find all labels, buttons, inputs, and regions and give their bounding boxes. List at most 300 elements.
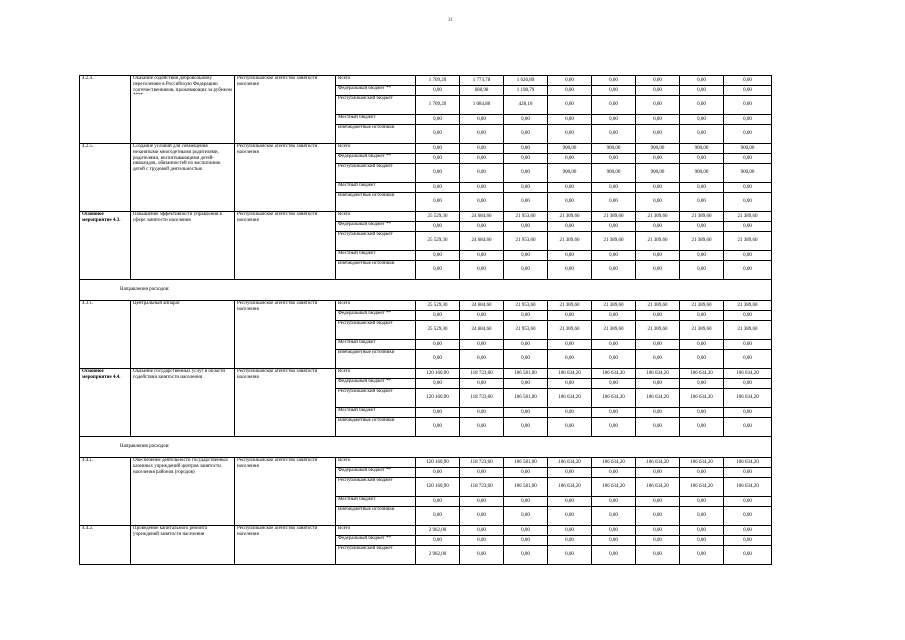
amount-cell: 0,00 <box>548 468 592 478</box>
amount-cell: 0,00 <box>724 507 772 526</box>
amount-cell: 0,00 <box>548 125 592 144</box>
amount-cell: 0,00 <box>460 546 504 565</box>
budget-table <box>79 75 772 565</box>
amount-cell: 106 581,00 <box>504 389 548 408</box>
amount-cell: 106 634,20 <box>680 369 724 379</box>
amount-cell: 120 160,90 <box>416 369 460 379</box>
table-row <box>80 144 772 154</box>
funding-source: Федеральный бюджет ** <box>336 86 416 96</box>
amount-cell: 118 723,60 <box>460 389 504 408</box>
amount-cell: 0,00 <box>460 468 504 478</box>
amount-cell: 0,00 <box>592 526 636 536</box>
amount-cell: 21 953,60 <box>504 232 548 251</box>
funding-source: Всего <box>336 458 416 468</box>
amount-cell: 0,00 <box>416 251 460 261</box>
amount-cell: 0,00 <box>636 546 680 565</box>
amount-cell: 0,00 <box>636 154 680 164</box>
amount-cell: 0,00 <box>460 350 504 369</box>
funding-source: Республиканский бюджет <box>336 478 416 497</box>
amount-cell: 0,00 <box>592 379 636 389</box>
amount-cell: 0,00 <box>680 546 724 565</box>
amount-cell: 900,00 <box>548 164 592 183</box>
amount-cell: 106 581,00 <box>504 478 548 497</box>
amount-cell: 21 953,60 <box>504 321 548 340</box>
amount-cell: 21 389,60 <box>724 212 772 222</box>
budget-table-body <box>80 76 772 565</box>
amount-cell: 0,00 <box>680 526 724 536</box>
amount-cell: 21 389,60 <box>592 232 636 251</box>
amount-cell: 106 634,20 <box>636 369 680 379</box>
amount-cell: 900,00 <box>636 164 680 183</box>
funding-source: Всего <box>336 526 416 536</box>
amount-cell: 0,00 <box>592 183 636 193</box>
amount-cell: 0,00 <box>680 86 724 96</box>
funding-source: Республиканский бюджет <box>336 232 416 251</box>
amount-cell: 1 084,80 <box>460 96 504 115</box>
amount-cell: 0,00 <box>724 497 772 507</box>
amount-cell: 106 634,20 <box>680 389 724 408</box>
amount-cell: 0,00 <box>504 115 548 125</box>
funding-source: Федеральный бюджет ** <box>336 536 416 546</box>
amount-cell: 106 634,20 <box>724 389 772 408</box>
amount-cell: 0,00 <box>636 379 680 389</box>
amount-cell: 0,00 <box>724 251 772 261</box>
amount-cell: 0,00 <box>724 96 772 115</box>
amount-cell: 900,00 <box>724 164 772 183</box>
amount-cell: 0,00 <box>504 379 548 389</box>
amount-cell: 0,00 <box>504 468 548 478</box>
amount-cell: 106 581,00 <box>504 369 548 379</box>
funding-source: Республиканский бюджет <box>336 321 416 340</box>
amount-cell: 0,00 <box>504 222 548 232</box>
amount-cell: 0,00 <box>548 408 592 418</box>
amount-cell: 0,00 <box>636 468 680 478</box>
page-number: 31 <box>448 18 453 23</box>
amount-cell: 0,00 <box>504 164 548 183</box>
amount-cell: 0,00 <box>504 526 548 536</box>
amount-cell: 0,00 <box>548 418 592 437</box>
amount-cell: 0,00 <box>504 546 548 565</box>
amount-cell: 0,00 <box>724 125 772 144</box>
amount-cell: 900,00 <box>680 164 724 183</box>
amount-cell: 0,00 <box>636 408 680 418</box>
amount-cell: 0,00 <box>680 340 724 350</box>
amount-cell: 0,00 <box>680 497 724 507</box>
amount-cell: 0,00 <box>724 222 772 232</box>
amount-cell: 25 529,30 <box>416 321 460 340</box>
amount-cell: 0,00 <box>592 507 636 526</box>
item-name: Создание условий для совмещения незанятыми многодетными родителями, родителями, воспитывающими детей-инвалидов, обязанностей по воспитанию детей с трудовой деятельностью <box>131 144 235 212</box>
amount-cell: 21 389,60 <box>592 301 636 311</box>
amount-cell: 0,00 <box>636 526 680 536</box>
amount-cell: 0,00 <box>636 497 680 507</box>
funding-source: Всего <box>336 212 416 222</box>
amount-cell: 21 389,60 <box>680 321 724 340</box>
amount-cell: 0,00 <box>416 497 460 507</box>
amount-cell: 21 389,60 <box>680 232 724 251</box>
amount-cell: 0,00 <box>636 340 680 350</box>
amount-cell: 2 962,00 <box>416 546 460 565</box>
amount-cell: 0,00 <box>416 144 460 154</box>
amount-cell: 0,00 <box>416 164 460 183</box>
amount-cell: 0,00 <box>504 507 548 526</box>
amount-cell: 0,00 <box>636 251 680 261</box>
amount-cell: 0,00 <box>636 86 680 96</box>
amount-cell: 0,00 <box>724 311 772 321</box>
amount-cell: 0,00 <box>680 96 724 115</box>
amount-cell: 24 684,60 <box>460 232 504 251</box>
table-row <box>80 458 772 468</box>
amount-cell: 0,00 <box>592 350 636 369</box>
amount-cell: 900,00 <box>592 164 636 183</box>
amount-cell: 0,00 <box>680 379 724 389</box>
amount-cell: 2 962,00 <box>416 526 460 536</box>
amount-cell: 0,00 <box>416 183 460 193</box>
item-name: Центральный аппарат <box>131 301 235 369</box>
amount-cell: 0,00 <box>504 350 548 369</box>
amount-cell: 0,00 <box>460 340 504 350</box>
amount-cell: 1 709,20 <box>416 76 460 86</box>
section-heading-row <box>80 280 772 301</box>
item-code: 4.4.2. <box>80 526 131 565</box>
funding-source: Местный бюджет <box>336 251 416 261</box>
amount-cell: 0,00 <box>636 222 680 232</box>
amount-cell: 0,00 <box>460 507 504 526</box>
amount-cell: 0,00 <box>460 536 504 546</box>
funding-source: Федеральный бюджет ** <box>336 468 416 478</box>
amount-cell: 0,00 <box>724 76 772 86</box>
amount-cell: 106 581,00 <box>504 458 548 468</box>
amount-cell: 0,00 <box>504 408 548 418</box>
amount-cell: 21 389,60 <box>680 301 724 311</box>
item-code: Основное мероприятие 4.3. <box>80 212 131 280</box>
amount-cell: 0,00 <box>636 261 680 280</box>
amount-cell: 0,00 <box>636 507 680 526</box>
amount-cell: 21 389,60 <box>548 321 592 340</box>
item-executor: Республиканское агентство занятости населения <box>235 76 336 144</box>
amount-cell: 0,00 <box>592 311 636 321</box>
section-heading: Направления расходов: <box>120 444 170 450</box>
amount-cell: 0,00 <box>504 193 548 212</box>
amount-cell: 0,00 <box>592 96 636 115</box>
amount-cell: 0,00 <box>416 86 460 96</box>
amount-cell: 21 389,60 <box>680 212 724 222</box>
amount-cell: 900,00 <box>548 144 592 154</box>
amount-cell: 0,00 <box>592 340 636 350</box>
amount-cell: 0,00 <box>592 546 636 565</box>
amount-cell: 0,00 <box>460 125 504 144</box>
amount-cell: 0,00 <box>680 76 724 86</box>
funding-source: Федеральный бюджет ** <box>336 379 416 389</box>
amount-cell: 0,00 <box>724 379 772 389</box>
amount-cell: 0,00 <box>504 154 548 164</box>
amount-cell: 0,00 <box>548 222 592 232</box>
table-row <box>80 369 772 379</box>
amount-cell: 0,00 <box>504 497 548 507</box>
amount-cell: 0,00 <box>460 379 504 389</box>
funding-source: Местный бюджет <box>336 115 416 125</box>
amount-cell: 0,00 <box>416 154 460 164</box>
item-executor: Республиканское агентство занятости населения <box>235 144 336 212</box>
amount-cell: 120 160,90 <box>416 458 460 468</box>
amount-cell: 0,00 <box>680 350 724 369</box>
item-name: Обеспечение деятельности государственных казенных учреждений центров занятости населения районов (городов) <box>131 458 235 526</box>
amount-cell: 0,00 <box>592 468 636 478</box>
funding-source: Всего <box>336 76 416 86</box>
amount-cell: 24 684,60 <box>460 321 504 340</box>
amount-cell: 21 389,60 <box>636 301 680 311</box>
amount-cell: 0,00 <box>724 408 772 418</box>
amount-cell: 0,00 <box>504 340 548 350</box>
amount-cell: 106 634,20 <box>724 458 772 468</box>
amount-cell: 24 684,60 <box>460 212 504 222</box>
funding-source: Внебюджетные источники <box>336 261 416 280</box>
amount-cell: 0,00 <box>504 144 548 154</box>
amount-cell: 0,00 <box>416 418 460 437</box>
amount-cell: 21 389,60 <box>724 232 772 251</box>
amount-cell: 0,00 <box>504 536 548 546</box>
amount-cell: 0,00 <box>460 193 504 212</box>
amount-cell: 0,00 <box>680 183 724 193</box>
funding-source: Федеральный бюджет ** <box>336 154 416 164</box>
amount-cell: 0,00 <box>724 183 772 193</box>
amount-cell: 120 160,90 <box>416 389 460 408</box>
amount-cell: 0,00 <box>548 536 592 546</box>
amount-cell: 118 723,60 <box>460 478 504 497</box>
amount-cell: 0,00 <box>460 164 504 183</box>
amount-cell: 0,00 <box>548 115 592 125</box>
amount-cell: 428,10 <box>504 96 548 115</box>
amount-cell: 118 723,60 <box>460 369 504 379</box>
amount-cell: 0,00 <box>724 86 772 96</box>
funding-source: Внебюджетные источники <box>336 350 416 369</box>
amount-cell: 106 634,20 <box>592 478 636 497</box>
amount-cell: 106 634,20 <box>724 369 772 379</box>
item-executor: Республиканское агентство занятости населения <box>235 526 336 565</box>
amount-cell: 0,00 <box>724 340 772 350</box>
amount-cell: 0,00 <box>636 125 680 144</box>
amount-cell: 0,00 <box>724 193 772 212</box>
amount-cell: 0,00 <box>460 497 504 507</box>
item-executor: Республиканское агентство занятости населения <box>235 458 336 526</box>
amount-cell: 1 626,89 <box>504 76 548 86</box>
amount-cell: 0,00 <box>592 154 636 164</box>
amount-cell: 1 198,79 <box>504 86 548 96</box>
amount-cell: 0,00 <box>636 418 680 437</box>
amount-cell: 0,00 <box>460 115 504 125</box>
amount-cell: 0,00 <box>416 125 460 144</box>
amount-cell: 0,00 <box>724 526 772 536</box>
amount-cell: 900,00 <box>636 144 680 154</box>
amount-cell: 0,00 <box>548 76 592 86</box>
amount-cell: 0,00 <box>548 154 592 164</box>
funding-source: Республиканский бюджет <box>336 546 416 565</box>
amount-cell: 0,00 <box>416 408 460 418</box>
amount-cell: 0,00 <box>724 154 772 164</box>
item-name: Оказание содействия добровольному переселению в Российскую Федерацию соотечественников, проживающих за рубежом **** <box>131 76 235 144</box>
amount-cell: 0,00 <box>416 468 460 478</box>
funding-source: Всего <box>336 369 416 379</box>
amount-cell: 0,00 <box>680 154 724 164</box>
amount-cell: 0,00 <box>460 526 504 536</box>
item-name: Проведение капитального ремонта учреждений занятости населения <box>131 526 235 565</box>
amount-cell: 106 634,20 <box>592 458 636 468</box>
amount-cell: 0,00 <box>636 115 680 125</box>
amount-cell: 21 389,60 <box>548 212 592 222</box>
item-code: 4.2.5. <box>80 144 131 212</box>
amount-cell: 0,00 <box>460 261 504 280</box>
item-executor: Республиканское агентство занятости населения <box>235 301 336 369</box>
funding-source: Всего <box>336 144 416 154</box>
amount-cell: 0,00 <box>460 222 504 232</box>
amount-cell: 0,00 <box>592 261 636 280</box>
amount-cell: 0,00 <box>592 251 636 261</box>
amount-cell: 0,00 <box>592 418 636 437</box>
amount-cell: 1 709,20 <box>416 96 460 115</box>
amount-cell: 0,00 <box>680 507 724 526</box>
amount-cell: 0,00 <box>460 311 504 321</box>
amount-cell: 0,00 <box>724 115 772 125</box>
amount-cell: 0,00 <box>416 311 460 321</box>
amount-cell: 0,00 <box>548 96 592 115</box>
amount-cell: 0,00 <box>680 261 724 280</box>
amount-cell: 21 389,60 <box>592 212 636 222</box>
amount-cell: 0,00 <box>504 261 548 280</box>
amount-cell: 25 529,30 <box>416 212 460 222</box>
amount-cell: 0,00 <box>724 468 772 478</box>
amount-cell: 0,00 <box>416 507 460 526</box>
amount-cell: 0,00 <box>504 311 548 321</box>
amount-cell: 0,00 <box>416 379 460 389</box>
amount-cell: 0,00 <box>460 183 504 193</box>
amount-cell: 0,00 <box>460 408 504 418</box>
amount-cell: 0,00 <box>548 526 592 536</box>
funding-source: Местный бюджет <box>336 408 416 418</box>
amount-cell: 106 634,20 <box>548 389 592 408</box>
amount-cell: 21 389,60 <box>636 321 680 340</box>
item-code: 4.4.1. <box>80 458 131 526</box>
amount-cell: 0,00 <box>680 193 724 212</box>
item-code: 4.3.1. <box>80 301 131 369</box>
amount-cell: 0,00 <box>548 379 592 389</box>
amount-cell: 21 389,60 <box>548 232 592 251</box>
amount-cell: 0,00 <box>680 251 724 261</box>
amount-cell: 118 723,60 <box>460 458 504 468</box>
section-heading: Направления расходов: <box>120 287 170 293</box>
amount-cell: 0,00 <box>548 546 592 565</box>
amount-cell: 0,00 <box>680 468 724 478</box>
amount-cell: 21 953,60 <box>504 301 548 311</box>
amount-cell: 0,00 <box>680 222 724 232</box>
funding-source: Внебюджетные источники <box>336 418 416 437</box>
table-row <box>80 212 772 222</box>
amount-cell: 0,00 <box>724 546 772 565</box>
amount-cell: 0,00 <box>724 350 772 369</box>
amount-cell: 106 634,20 <box>724 478 772 497</box>
amount-cell: 0,00 <box>548 183 592 193</box>
funding-source: Республиканский бюджет <box>336 96 416 115</box>
funding-source: Местный бюджет <box>336 340 416 350</box>
amount-cell: 0,00 <box>548 261 592 280</box>
item-code: Основное мероприятие 4.4. <box>80 369 131 437</box>
amount-cell: 1 773,78 <box>460 76 504 86</box>
amount-cell: 0,00 <box>724 418 772 437</box>
amount-cell: 0,00 <box>592 115 636 125</box>
amount-cell: 0,00 <box>548 86 592 96</box>
amount-cell: 0,00 <box>680 418 724 437</box>
amount-cell: 0,00 <box>504 125 548 144</box>
amount-cell: 0,00 <box>592 497 636 507</box>
amount-cell: 106 634,20 <box>592 389 636 408</box>
funding-source: Местный бюджет <box>336 497 416 507</box>
amount-cell: 0,00 <box>548 350 592 369</box>
item-name: Оказание государственных услуг в области содействия занятости населения <box>131 369 235 437</box>
amount-cell: 0,00 <box>592 222 636 232</box>
amount-cell: 21 953,60 <box>504 212 548 222</box>
amount-cell: 106 634,20 <box>592 369 636 379</box>
funding-source: Республиканский бюджет <box>336 389 416 408</box>
amount-cell: 900,00 <box>724 144 772 154</box>
table-row <box>80 526 772 536</box>
amount-cell: 0,00 <box>724 261 772 280</box>
item-code: 4.2.4. <box>80 76 131 144</box>
amount-cell: 0,00 <box>592 125 636 144</box>
amount-cell: 0,00 <box>416 222 460 232</box>
amount-cell: 0,00 <box>548 340 592 350</box>
amount-cell: 0,00 <box>680 311 724 321</box>
amount-cell: 21 389,60 <box>636 232 680 251</box>
amount-cell: 0,00 <box>460 251 504 261</box>
amount-cell: 0,00 <box>548 193 592 212</box>
amount-cell: 106 634,20 <box>636 478 680 497</box>
amount-cell: 0,00 <box>724 536 772 546</box>
funding-source: Федеральный бюджет ** <box>336 311 416 321</box>
amount-cell: 0,00 <box>416 193 460 212</box>
funding-source: Всего <box>336 301 416 311</box>
amount-cell: 106 634,20 <box>636 458 680 468</box>
amount-cell: 0,00 <box>636 350 680 369</box>
amount-cell: 25 529,30 <box>416 301 460 311</box>
amount-cell: 0,00 <box>416 340 460 350</box>
amount-cell: 0,00 <box>636 96 680 115</box>
amount-cell: 21 389,60 <box>724 301 772 311</box>
table-row <box>80 301 772 311</box>
section-heading-row <box>80 437 772 458</box>
amount-cell: 0,00 <box>460 154 504 164</box>
amount-cell: 106 634,20 <box>636 389 680 408</box>
amount-cell: 0,00 <box>416 536 460 546</box>
amount-cell: 106 634,20 <box>680 458 724 468</box>
amount-cell: 0,00 <box>680 536 724 546</box>
amount-cell: 0,00 <box>680 125 724 144</box>
amount-cell: 25 529,30 <box>416 232 460 251</box>
amount-cell: 0,00 <box>460 144 504 154</box>
amount-cell: 106 634,20 <box>548 369 592 379</box>
funding-source: Местный бюджет <box>336 183 416 193</box>
item-executor: Республиканское агентство занятости населения <box>235 212 336 280</box>
amount-cell: 0,00 <box>592 536 636 546</box>
table-row <box>80 76 772 86</box>
amount-cell: 0,00 <box>636 193 680 212</box>
amount-cell: 21 389,60 <box>592 321 636 340</box>
amount-cell: 0,00 <box>548 497 592 507</box>
amount-cell: 0,00 <box>636 183 680 193</box>
funding-source: Внебюджетные источники <box>336 193 416 212</box>
amount-cell: 106 634,20 <box>548 458 592 468</box>
amount-cell: 21 389,60 <box>724 321 772 340</box>
funding-source: Республиканский бюджет <box>336 164 416 183</box>
amount-cell: 0,00 <box>504 183 548 193</box>
